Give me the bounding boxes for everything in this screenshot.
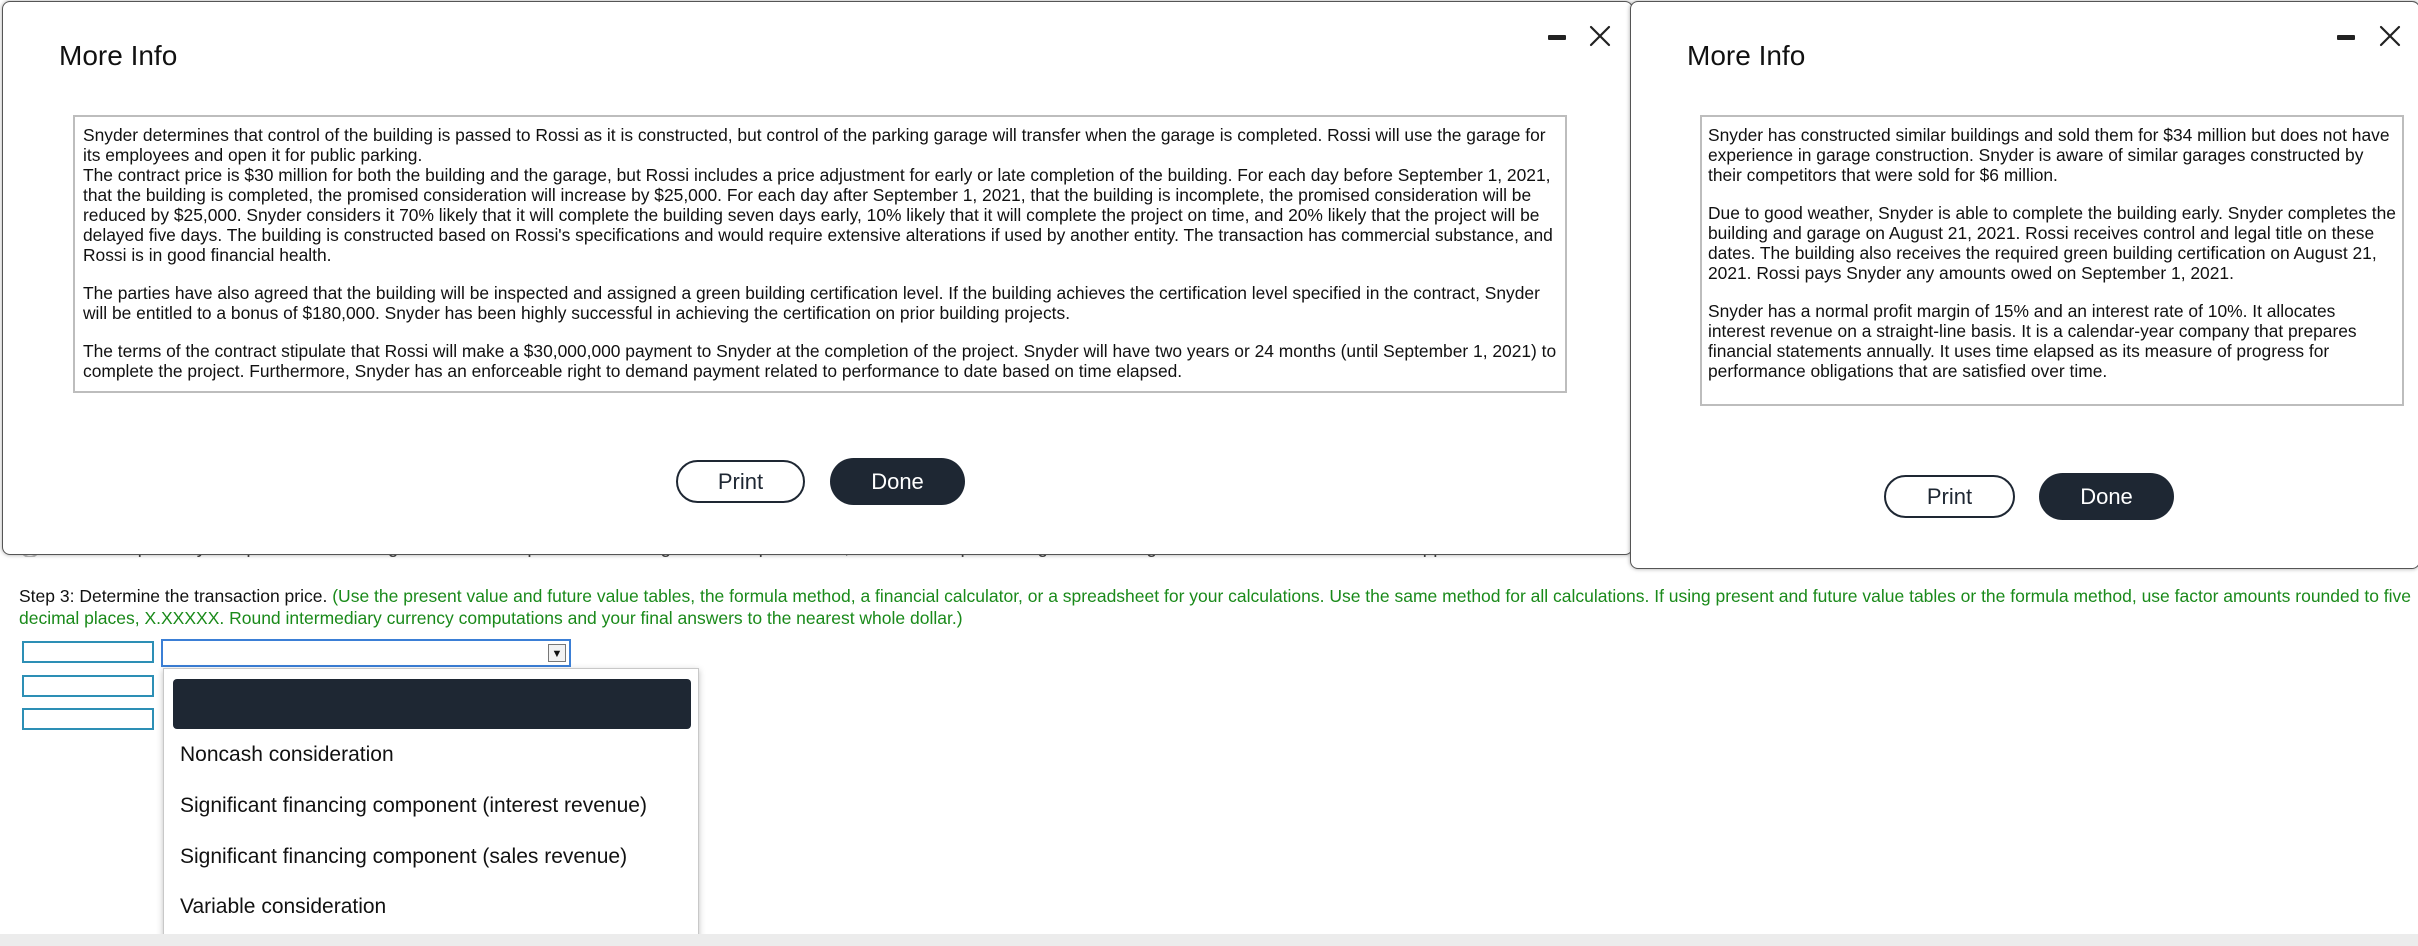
print-button[interactable]: Print xyxy=(676,460,805,503)
info-paragraph: Snyder has a normal profit margin of 15% and an interest rate of 10%. It allocates interest revenue on a straight-line basis. It is a calendar-year company that prepares financial statements annually. It uses time elapsed as its measure of progress for performance obligations that are satisfied over time. xyxy=(1708,301,2357,381)
minimize-icon[interactable] xyxy=(2337,35,2355,40)
dropdown-option-variable[interactable]: Variable consideration xyxy=(180,895,387,918)
info-paragraph: Snyder determines that control of the building is passed to Rossi as it is constructed, but control of the parking garage will transfer when the garage is completed. Rossi will use the garage for its employees and open it for public parking. The contract price is $30 million for both the building and the garage, but Rossi includes a price adjustment for early or late completion of the building. For each day before September 1, 2021, that the building is completed, the promised consideration will increase by $25,000. For each day after September 1, 2021, that the building is incomplete, the promised consideration will be reduced by $25,000. Snyder considers it 70% likely that it will complete the building seven days early, 10% likely that it will complete the project on time, and 20% likely that the project will be delayed five days. The building is constructed based on Rossi's specifications and would require extensive alterations if used by another entity. The transaction has commercial substance, and Rossi is in good financial health. xyxy=(83,125,1553,265)
dropdown-arrow-icon[interactable]: ▼ xyxy=(548,644,566,662)
info-text-box xyxy=(1700,115,2404,406)
modal-title: More Info xyxy=(1687,40,1806,71)
info-paragraph: Due to good weather, Snyder is able to complete the building early. Snyder completes the building and garage on August 21, 2021. Rossi receives control and legal title on these dates. The building also receives the required green building certification on August 21, 2021. Rossi pays Snyder any amounts owed on September 1, 2021. xyxy=(1708,203,2396,283)
close-icon[interactable] xyxy=(2378,24,2402,48)
step3-label: Step 3: Determine the transaction price. xyxy=(19,586,328,606)
print-button[interactable]: Print xyxy=(1884,475,2015,518)
dropdown-option-financing-interest[interactable]: Significant financing component (interest revenue) xyxy=(180,794,647,817)
info-paragraph: Snyder has constructed similar buildings and sold them for $34 million but does not have experience in garage construction. Snyder is aware of similar garages constructed by their competitors that were sold for $6 million. xyxy=(1708,125,2390,185)
modal-title: More Info xyxy=(59,40,178,71)
info-text-box xyxy=(73,115,1567,393)
consideration-select[interactable] xyxy=(161,639,571,667)
step3-instructions xyxy=(19,585,2418,629)
info-paragraph: The terms of the contract stipulate that Rossi will make a $30,000,000 payment to Snyder at the completion of the project. Snyder will have two years or 24 months (until September 1, 2021) to complete the project. Furthermore, Snyder has an enforceable right to demand payment related to performance to date based on time elapsed. xyxy=(83,341,1557,381)
more-info-modal-left xyxy=(2,1,1633,555)
dropdown-option-financing-sales[interactable]: Significant financing component (sales revenue) xyxy=(180,845,628,868)
amount-input-1[interactable] xyxy=(22,641,154,663)
amount-input-2[interactable] xyxy=(22,675,154,697)
close-icon[interactable] xyxy=(1588,24,1612,48)
done-button[interactable]: Done xyxy=(830,458,965,505)
bottom-strip xyxy=(0,934,2418,946)
amount-input-3[interactable] xyxy=(22,708,154,730)
step3-instruction: (Use the present value and future value tables, the formula method, a financial calculator, or a spreadsheet for your calculations. Use the same method for all calculations. If using present and future value tables or the formula method, use factor amounts rounded to five decimal places, X.XXXXX. Round intermediary currency computations and your final answers to the nearest whole dollar.) xyxy=(19,586,2412,628)
minimize-icon[interactable] xyxy=(1548,35,1566,40)
more-info-modal-right xyxy=(1630,1,2418,569)
info-paragraph: The parties have also agreed that the building will be inspected and assigned a green building certification level. If the building achieves the certification level specified in the contract, Snyder will be entitled to a bonus of $180,000. Snyder has been highly successful in achieving the certification on prior building projects. xyxy=(83,283,1540,323)
dropdown-option-blank[interactable] xyxy=(173,679,691,729)
done-button[interactable]: Done xyxy=(2039,473,2174,520)
dropdown-menu xyxy=(163,668,699,942)
dropdown-option-noncash[interactable]: Noncash consideration xyxy=(180,743,394,766)
